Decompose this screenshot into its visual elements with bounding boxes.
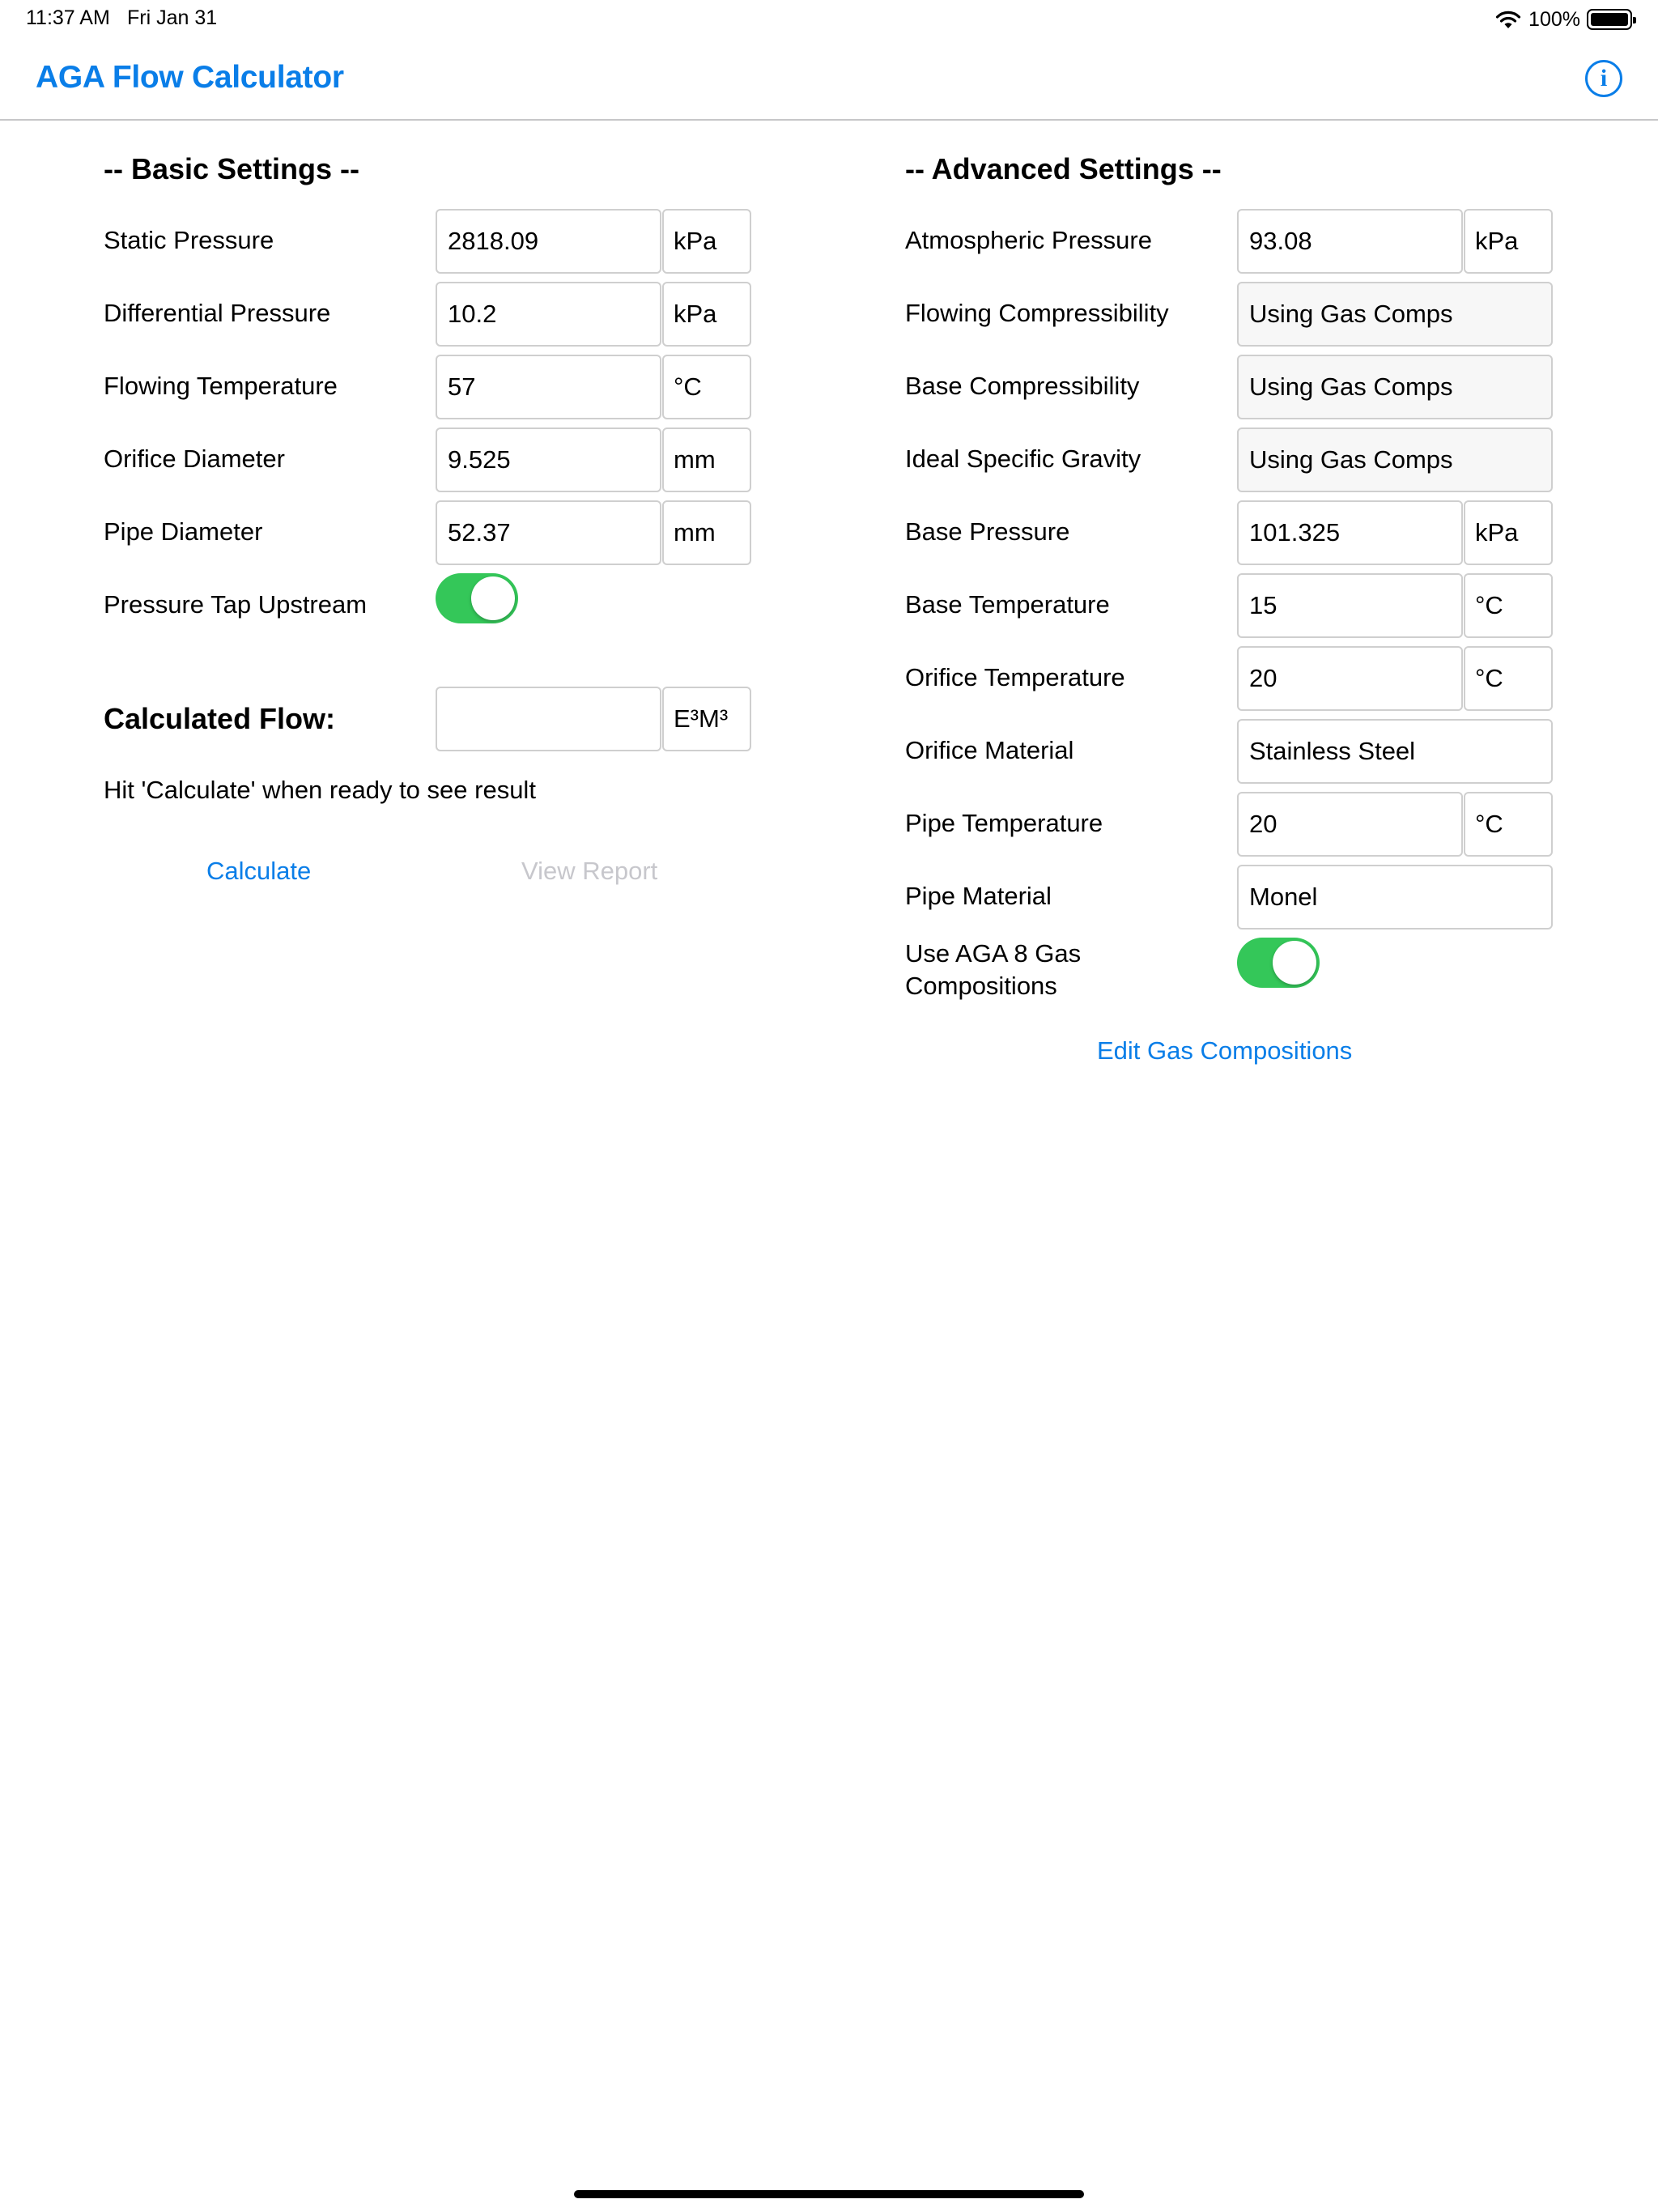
pipe-diameter-unit-button[interactable]: mm: [662, 500, 751, 565]
wifi-icon: [1494, 9, 1522, 30]
base-compressibility-field: Using Gas Comps: [1237, 355, 1553, 419]
orifice-material-label: Orifice Material: [905, 736, 1074, 764]
orifice-diameter-unit-button[interactable]: mm: [662, 428, 751, 492]
flowing-temperature-unit-button[interactable]: °C: [662, 355, 751, 419]
use-aga8-label-line2: Compositions: [905, 972, 1057, 1000]
static-pressure-input[interactable]: 2818.09: [436, 209, 661, 274]
orifice-diameter-input[interactable]: 9.525: [436, 428, 661, 492]
status-date: Fri Jan 31: [127, 6, 218, 29]
base-compressibility-label: Base Compressibility: [905, 372, 1140, 400]
pressure-tap-upstream-label: Pressure Tap Upstream: [104, 590, 368, 619]
base-temperature-input[interactable]: 15: [1237, 573, 1463, 638]
calculated-flow-output: [436, 687, 661, 751]
pipe-diameter-label: Pipe Diameter: [104, 517, 263, 546]
static-pressure-label: Static Pressure: [104, 226, 274, 254]
differential-pressure-input[interactable]: 10.2: [436, 282, 661, 347]
use-aga8-toggle[interactable]: [1237, 938, 1320, 988]
base-temperature-unit-button[interactable]: °C: [1464, 573, 1553, 638]
pipe-temperature-input[interactable]: 20: [1237, 792, 1463, 857]
atmospheric-pressure-label: Atmospheric Pressure: [905, 226, 1152, 254]
calculated-flow-unit-button[interactable]: E³M³: [662, 687, 751, 751]
pipe-diameter-input[interactable]: 52.37: [436, 500, 661, 565]
edit-gas-compositions-button[interactable]: Edit Gas Compositions: [1097, 1036, 1353, 1065]
calculate-button[interactable]: Calculate: [206, 857, 312, 885]
status-time: 11:37 AM: [26, 6, 110, 29]
calculate-hint: Hit 'Calculate' when ready to see result: [104, 776, 536, 804]
orifice-temperature-label: Orifice Temperature: [905, 663, 1125, 691]
static-pressure-unit-button[interactable]: kPa: [662, 209, 751, 274]
orifice-diameter-label: Orifice Diameter: [104, 445, 285, 473]
toggle-knob: [471, 576, 515, 620]
orifice-temperature-input[interactable]: 20: [1237, 646, 1463, 711]
base-pressure-label: Base Pressure: [905, 517, 1070, 546]
status-indicators: [1494, 6, 1632, 32]
pipe-material-select[interactable]: Monel: [1237, 865, 1553, 929]
pipe-temperature-unit-button[interactable]: °C: [1464, 792, 1553, 857]
basic-settings-title: -- Basic Settings --: [104, 152, 360, 185]
ideal-specific-gravity-label: Ideal Specific Gravity: [905, 445, 1141, 473]
base-temperature-label: Base Temperature: [905, 590, 1110, 619]
battery-icon: [1587, 9, 1632, 30]
flowing-compressibility-label: Flowing Compressibility: [905, 299, 1169, 327]
calculated-flow-label: Calculated Flow:: [104, 702, 336, 735]
status-bar: [0, 0, 1658, 39]
use-aga8-label: [905, 938, 1081, 1002]
toggle-knob: [1273, 941, 1316, 985]
info-icon[interactable]: i: [1585, 60, 1622, 97]
base-pressure-input[interactable]: 101.325: [1237, 500, 1463, 565]
use-aga8-label-line1: Use AGA 8 Gas: [905, 939, 1082, 968]
advanced-settings-title: -- Advanced Settings --: [905, 152, 1222, 185]
battery-percentage: 100%: [1528, 7, 1580, 31]
flowing-temperature-label: Flowing Temperature: [104, 372, 338, 400]
differential-pressure-unit-button[interactable]: kPa: [662, 282, 751, 347]
ideal-specific-gravity-field: Using Gas Comps: [1237, 428, 1553, 492]
orifice-temperature-unit-button[interactable]: °C: [1464, 646, 1553, 711]
navigation-bar: [0, 39, 1658, 121]
pipe-material-label: Pipe Material: [905, 882, 1052, 910]
flowing-compressibility-field: Using Gas Comps: [1237, 282, 1553, 347]
view-report-button[interactable]: View Report: [521, 857, 658, 885]
app-title: AGA Flow Calculator: [36, 60, 344, 95]
differential-pressure-label: Differential Pressure: [104, 299, 331, 327]
home-indicator: [574, 2190, 1084, 2198]
orifice-material-select[interactable]: Stainless Steel: [1237, 719, 1553, 784]
atmospheric-pressure-input[interactable]: 93.08: [1237, 209, 1463, 274]
atmospheric-pressure-unit-button[interactable]: kPa: [1464, 209, 1553, 274]
base-pressure-unit-button[interactable]: kPa: [1464, 500, 1553, 565]
pressure-tap-upstream-toggle[interactable]: [436, 573, 518, 623]
pipe-temperature-label: Pipe Temperature: [905, 809, 1103, 837]
flowing-temperature-input[interactable]: 57: [436, 355, 661, 419]
